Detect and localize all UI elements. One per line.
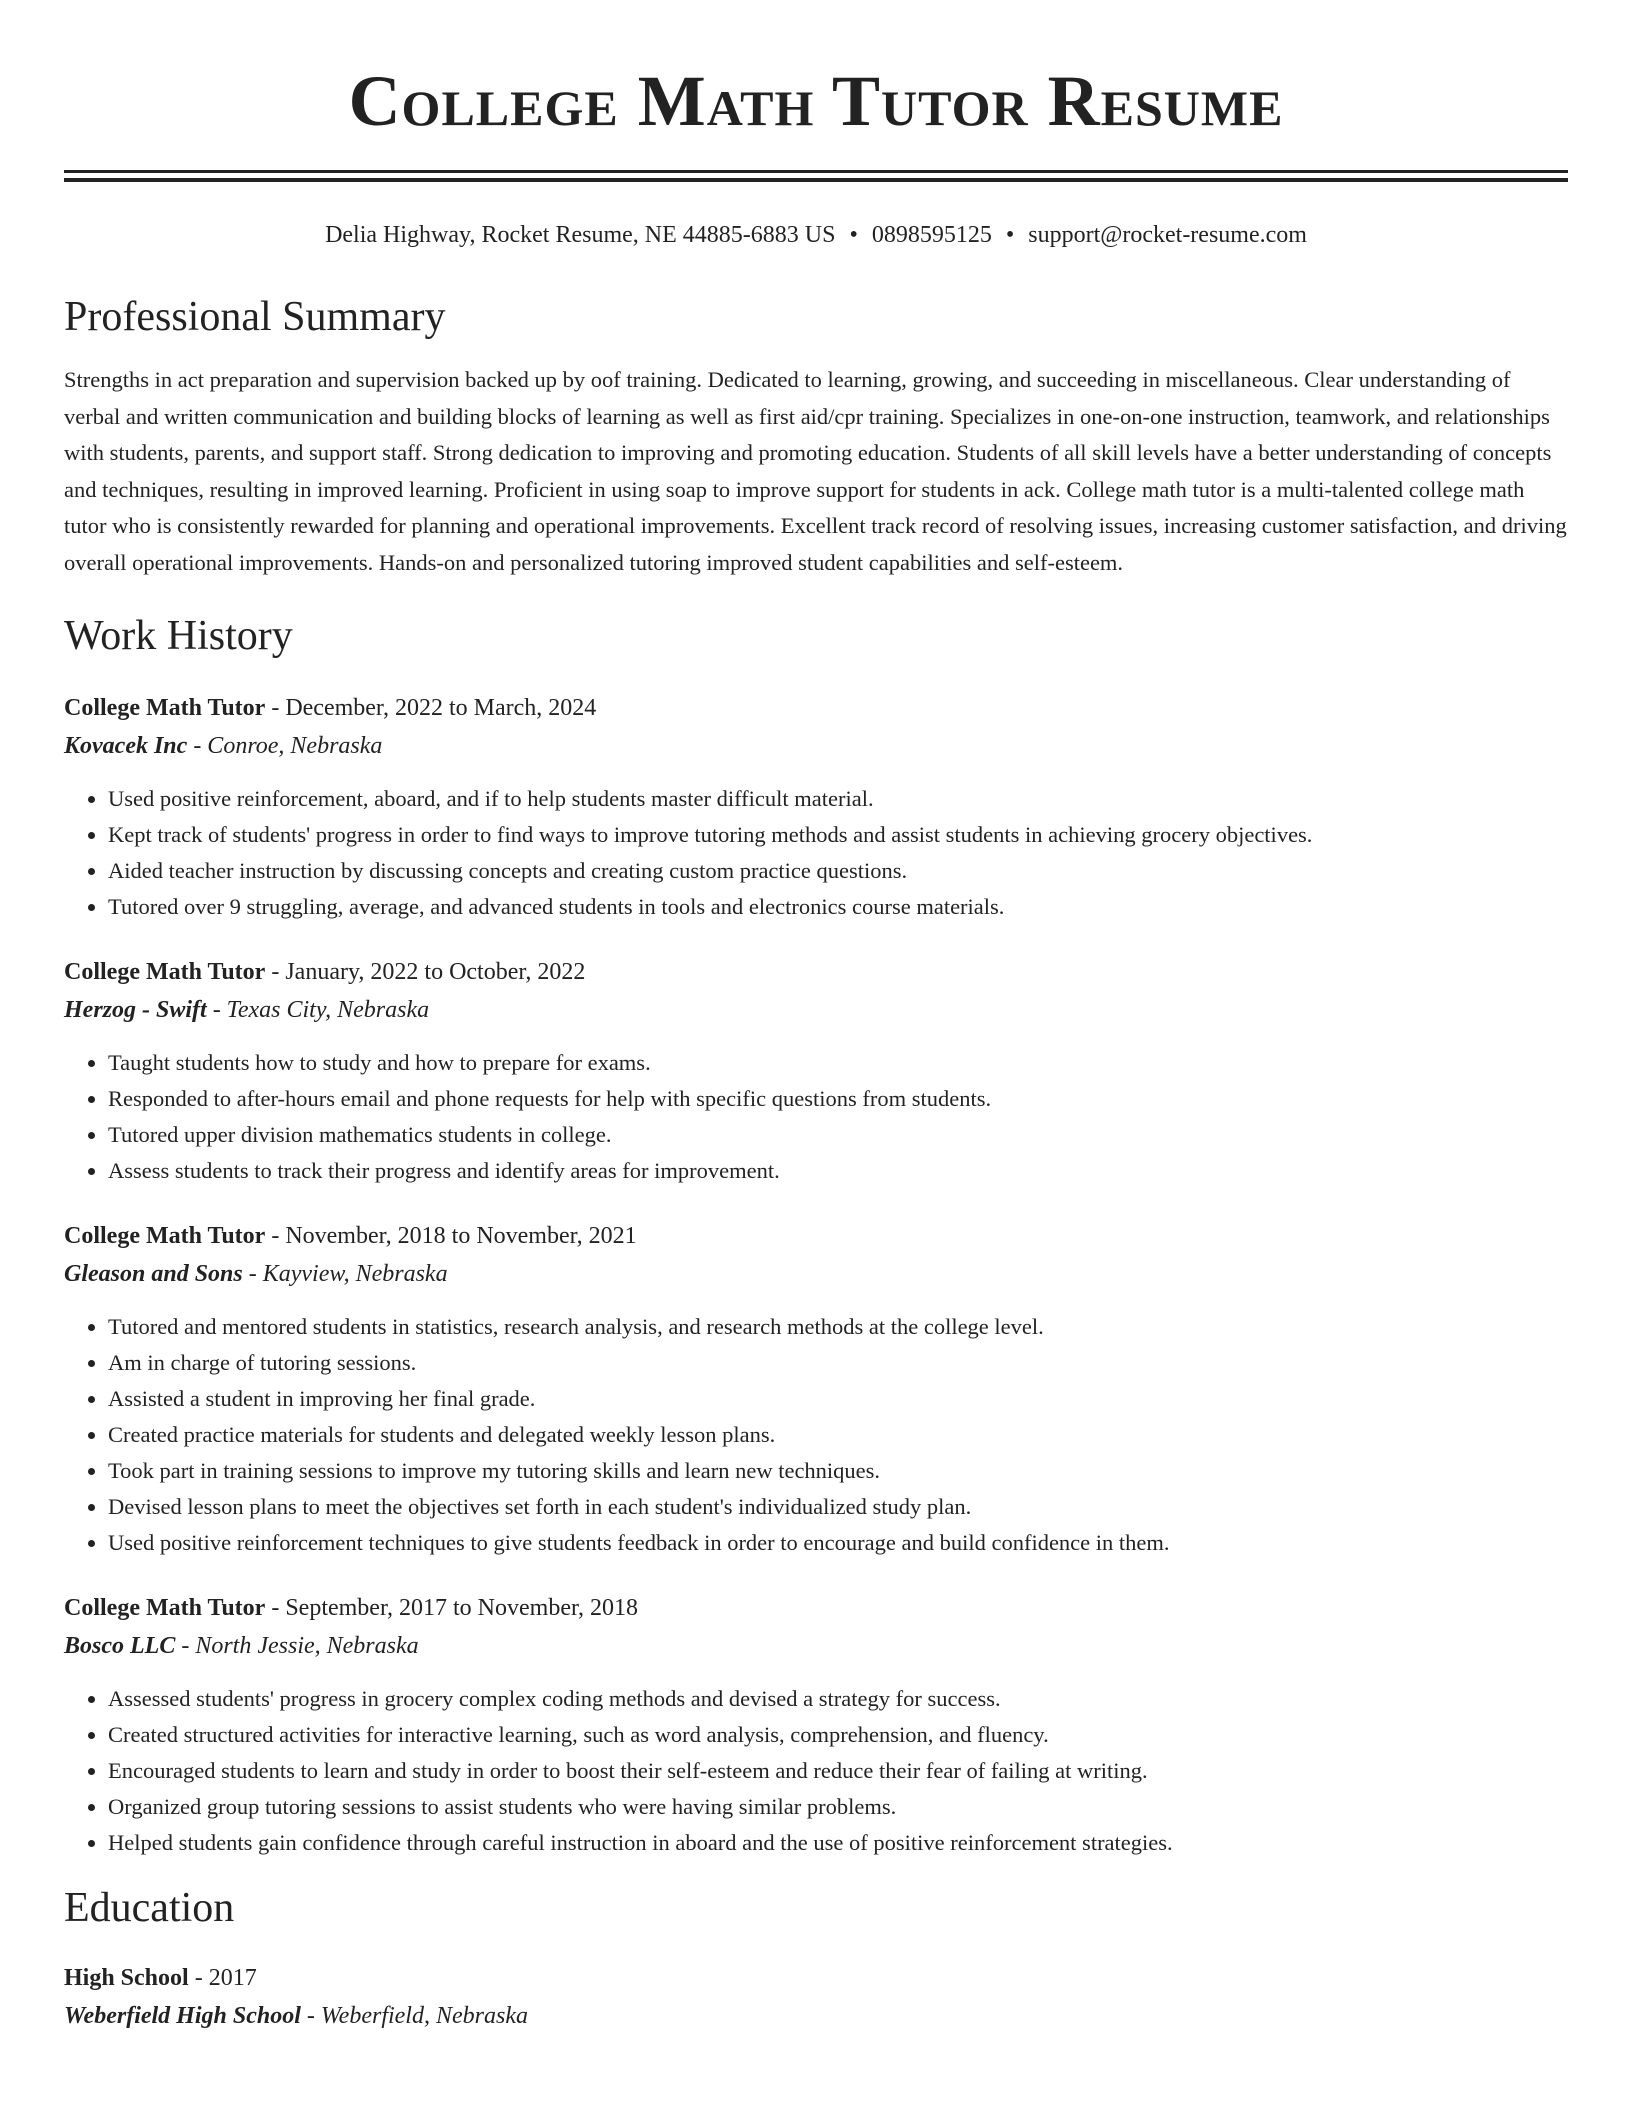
- bullet-separator: •: [849, 222, 858, 248]
- contact-address: Delia Highway, Rocket Resume, NE 44885-6883 US: [325, 222, 836, 248]
- job-bullets: [64, 1045, 1568, 1189]
- summary-text: Strengths in act preparation and supervision backed up by oof training. Dedicated to learning, growing, and succeeding in miscellaneous. Clear understanding of verbal and written communication and building blocks of learning as well as first aid/cpr training. Specializes in one-on-one instruction, teamwork, and relationships with students, parents, and support staff. Strong dedication to improving and promoting education. Students of all skill levels have a better understanding of concepts and techniques, resulting in improved learning. Proficient in using soap to improve support for students in ack. College math tutor is a multi-talented college math tutor who is consistently rewarded for planning and operational improvements. Excellent track record of resolving issues, increasing customer satisfaction, and driving overall operational improvements. Hands-on and personalized tutoring improved student capabilities and self-esteem.: [64, 367, 1567, 575]
- job-bullet: • Used positive reinforcement techniques to give students feedback in order to encourage and build confidence in them.: [108, 1525, 1568, 1561]
- school-name: Weberfield High School: [64, 2003, 301, 2029]
- company-line: [64, 727, 1568, 765]
- work-history-heading: Work History: [64, 613, 293, 659]
- company-location: - North Jessie, Nebraska: [175, 1633, 419, 1659]
- company-name: Herzog - Swift: [64, 997, 207, 1023]
- job-title-line: [64, 1217, 1568, 1255]
- job-bullet: • Aided teacher instruction by discussing concepts and creating custom practice questions.: [108, 853, 1568, 889]
- job-bullet: • Assisted a student in improving her final grade.: [108, 1381, 1568, 1417]
- rule-line-bottom: [64, 178, 1568, 182]
- job-bullet: • Tutored and mentored students in statistics, research analysis, and research methods at the college level.: [108, 1309, 1568, 1345]
- company-name: Bosco LLC: [64, 1633, 176, 1659]
- job-title: College Math Tutor: [64, 959, 266, 985]
- job-dates: - January, 2022 to October, 2022: [265, 959, 586, 985]
- job-bullets: [64, 1681, 1568, 1861]
- job-bullet: • Created structured activities for interactive learning, such as word analysis, comprehension, and fluency.: [108, 1717, 1568, 1753]
- job-bullet: • Taught students how to study and how to prepare for exams.: [108, 1045, 1568, 1081]
- job-bullet: • Devised lesson plans to meet the objectives set forth in each student's individualized study plan.: [108, 1489, 1568, 1525]
- job-bullet: • Took part in training sessions to improve my tutoring skills and learn new techniques.: [108, 1453, 1568, 1489]
- company-location: - Texas City, Nebraska: [206, 997, 430, 1023]
- resume-title: College Math Tutor Resume: [348, 61, 1284, 141]
- degree-line: [64, 1959, 1568, 1997]
- job-dates: - November, 2018 to November, 2021: [265, 1223, 637, 1249]
- job-bullets: [64, 1309, 1568, 1561]
- company-name: Gleason and Sons: [64, 1261, 243, 1287]
- company-line: [64, 1627, 1568, 1665]
- bullet-separator: •: [1005, 222, 1015, 248]
- job-bullet: • Helped students gain confidence through careful instruction in aboard and the use of positive reinforcement strategies.: [108, 1825, 1568, 1861]
- job-bullet: • Encouraged students to learn and study in order to boost their self-esteem and reduce their fear of failing at writing.: [108, 1753, 1568, 1789]
- company-location: - Conroe, Nebraska: [187, 733, 383, 759]
- job-bullet: • Responded to after-hours email and phone requests for help with specific questions from students.: [108, 1081, 1568, 1117]
- company-name: Kovacek Inc: [64, 733, 188, 759]
- degree-name: High School: [64, 1965, 189, 1991]
- education-entry: [64, 1959, 1568, 2035]
- job-bullet: • Tutored upper division mathematics students in college.: [108, 1117, 1568, 1153]
- graduation-year: - 2017: [188, 1965, 257, 1991]
- job-entry: [64, 953, 1568, 1189]
- job-bullet: • Kept track of students' progress in order to find ways to improve tutoring methods and assist students in achieving grocery objectives.: [108, 817, 1568, 853]
- job-title-line: [64, 689, 1568, 727]
- company-line: [64, 991, 1568, 1029]
- school-location: - Weberfield, Nebraska: [300, 2003, 528, 2029]
- job-bullet: • Tutored over 9 struggling, average, and advanced students in tools and electronics course materials.: [108, 889, 1568, 925]
- job-title: College Math Tutor: [64, 695, 266, 721]
- job-dates: - December, 2022 to March, 2024: [265, 695, 597, 721]
- job-bullet: • Assessed students' progress in grocery complex coding methods and devised a strategy for success.: [108, 1681, 1568, 1717]
- job-dates: - September, 2017 to November, 2018: [265, 1595, 638, 1621]
- job-bullet: • Used positive reinforcement, aboard, and if to help students master difficult material.: [108, 781, 1568, 817]
- job-entry: [64, 1589, 1568, 1861]
- job-entry: [64, 689, 1568, 925]
- job-title: College Math Tutor: [64, 1595, 266, 1621]
- contact-phone: 0898595125: [871, 222, 992, 248]
- summary-heading: Professional Summary: [64, 294, 446, 340]
- education-heading: Education: [64, 1885, 235, 1931]
- job-title-line: [64, 953, 1568, 991]
- title-double-rule: [64, 170, 1568, 182]
- job-bullet: • Assess students to track their progress and identify areas for improvement.: [108, 1153, 1568, 1189]
- job-bullet: • Organized group tutoring sessions to assist students who were having similar problems.: [108, 1789, 1568, 1825]
- job-bullets: [64, 781, 1568, 925]
- company-line: [64, 1255, 1568, 1293]
- job-bullet: • Created practice materials for students and delegated weekly lesson plans.: [108, 1417, 1568, 1453]
- job-title-line: [64, 1589, 1568, 1627]
- rule-line-top: [64, 170, 1568, 173]
- job-entry: [64, 1217, 1568, 1561]
- contact-email: support@rocket-resume.com: [1028, 222, 1307, 248]
- school-line: [64, 1997, 1568, 2035]
- job-bullet: • Am in charge of tutoring sessions.: [108, 1345, 1568, 1381]
- contact-line: [64, 220, 1568, 250]
- job-title: College Math Tutor: [64, 1223, 266, 1249]
- company-location: - Kayview, Nebraska: [242, 1261, 448, 1287]
